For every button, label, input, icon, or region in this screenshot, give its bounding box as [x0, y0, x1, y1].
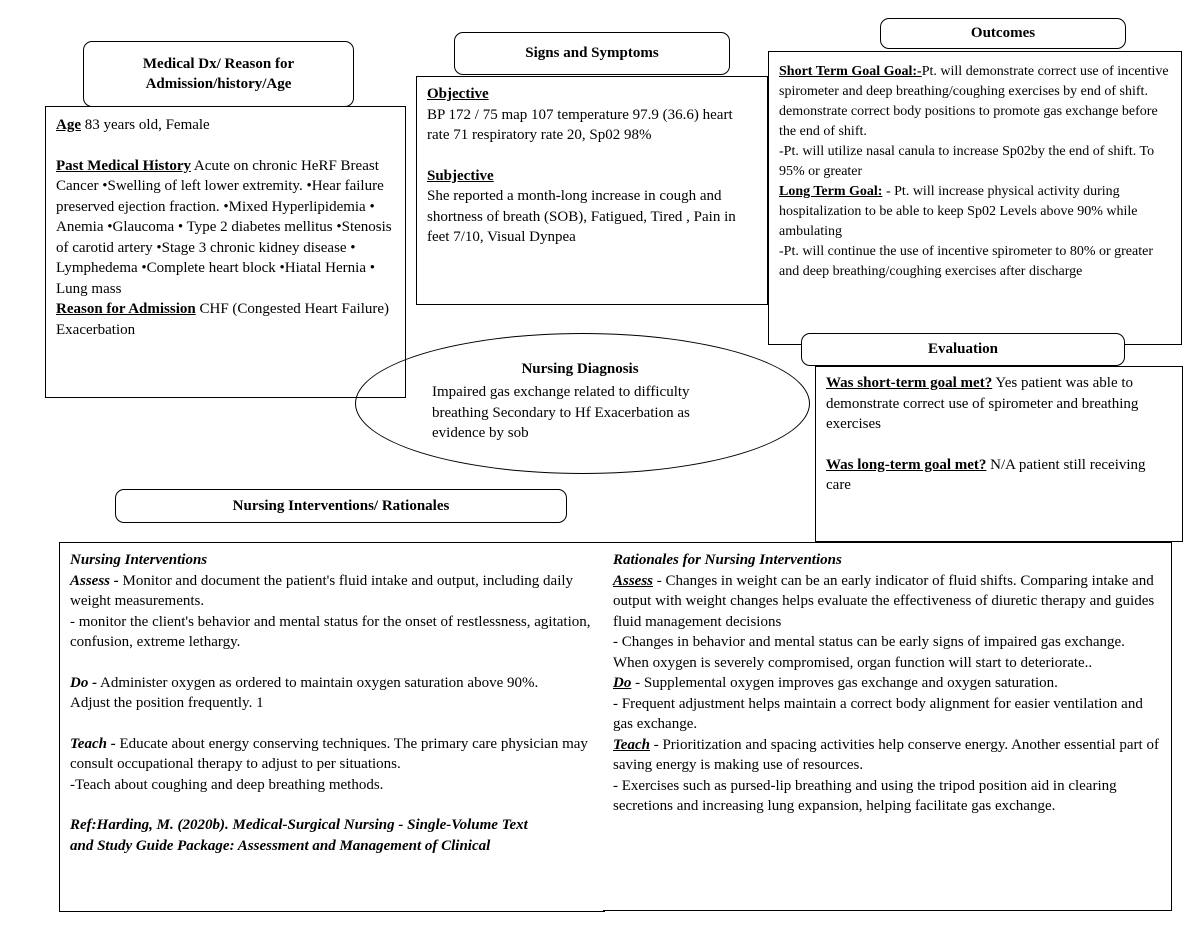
age-label: Age [56, 117, 81, 133]
pmh-line [56, 156, 395, 300]
long-eval: Was long-term goal met? N/A patient still receiving care [826, 456, 1146, 493]
signs-box [416, 76, 768, 305]
reference: Ref:Harding, M. (2020b). Medical-Surgical Nursing - Single-Volume Text and Study Guide Package: Assessment and Management of Clinical [70, 817, 528, 854]
short-eval-question: Was short-term goal met? [826, 375, 993, 391]
short-eval: Was short-term goal met? Yes patient was able to demonstrate correct use of spirometer and breathing exercises [826, 375, 1139, 432]
age-line [56, 115, 395, 136]
short-goal-label: Short Term Goal Goal:- [779, 64, 922, 79]
outcomes-box: Short Term Goal Goal:-Pt. will demonstrate correct use of incentive spirometer and deep breathing/coughing exercises by end of shift. demonstrate correct body positions to promote gas exchange before the end of shift. -Pt. will utilize nasal canula to increase Sp02by the end of shift. To 95% or greater Long Term Goal: - Pt. will increase physical activity during hospitalization to be able to keep Sp02 Levels above 90% while ambulating -Pt. will continue the use of incentive spirometer to 80% or greater and deep breathing/coughing exercises after discharge [768, 51, 1182, 345]
rationales-title: Rationales for Nursing Interventions [613, 552, 842, 568]
long-goal-label: Long Term Goal: [779, 184, 883, 199]
intervention-teach-label: Teach - [70, 735, 116, 752]
long-eval-question: Was long-term goal met? [826, 456, 987, 473]
medical-dx-header: Medical Dx/ Reason for Admission/history/Age [83, 41, 354, 107]
pmh-label: Past Medical History [56, 157, 191, 174]
rationales-box: Rationales for Nursing Interventions Assess - Changes in weight can be an early indicator of fluid shifts. Comparing intake and output with weight changes helps evaluate the effectiveness of diuretic therapy and guides fluid management decisions - Changes in behavior and mental status can be early signs of impaired gas exchange. When oxygen is severely compromised, organ function will start to deteriorate.. Do - Supplemental oxygen improves gas exchange and oxygen saturation. - Frequent adjustment helps maintain a correct body alignment for easier ventilation and gas exchange. Teach - Prioritization and spacing activities help conserve energy. Another essential part of saving energy is making use of resources. - Exercises such as pursed-lip breathing and using the tripod position aid in clearing secretions and increasing lung expansion, helping facilitate gas exchange. [603, 542, 1172, 911]
rationale-assess-label: Assess [613, 572, 654, 589]
interventions-box: Nursing Interventions Assess - Monitor and document the patient's fluid intake and output, including daily weight measurements. - monitor the client's behavior and mental status for the onset of restlessness, agitation, confusion, extreme lethargy. Do - Administer oxygen as ordered to maintain oxygen saturation above 90%. Adjust the position frequently. 1 Teach - Educate about energy conserving techniques. The primary care physician may consult occupational therapy to adjust to per situations. -Teach about coughing and deep breathing methods. Ref:Harding, M. (2020b). Medical-Surgical Nursing - Single-Volume Text and Study Guide Package: Assessment and Management of Clinical [59, 542, 605, 912]
nursing-diagnosis-text: Impaired gas exchange related to difficulty breathing Secondary to Hf Exacerbation as evidence by sob [432, 384, 690, 441]
reason-value: CHF (Congested Heart Failure) Exacerbation [56, 301, 390, 338]
rationale-do-label: Do [613, 675, 632, 691]
signs-header: Signs and Symptoms [454, 32, 730, 75]
medical-dx-box [45, 106, 406, 398]
evaluation-header: Evaluation [801, 333, 1125, 366]
outcomes-header: Outcomes [880, 18, 1126, 49]
short-goal: Short Term Goal Goal:-Pt. will demonstrate correct use of incentive spirometer and deep breathing/coughing exercises by end of shift. demonstrate correct body positions to promote gas exchange before the end of shift. [779, 64, 1169, 139]
long-goal: Long Term Goal: - Pt. will increase physical activity during hospitalization to be able to keep Sp02 Levels above 90% while ambulating [779, 184, 1138, 239]
evaluation-box [815, 366, 1183, 542]
intervention-assess-label: Assess - [70, 572, 119, 589]
interventions-title: Nursing Interventions [70, 552, 208, 568]
objective-label: Objective [427, 86, 489, 102]
interventions-header: Nursing Interventions/ Rationales [115, 489, 567, 523]
reason-label: Reason for Admission [56, 301, 196, 317]
intervention-do-label: Do - [70, 674, 98, 691]
nursing-diagnosis-title: Nursing Diagnosis [521, 361, 639, 377]
reason-line [56, 299, 395, 340]
objective-text: BP 172 / 75 map 107 temperature 97.9 (36.6) heart rate 71 respiratory rate 20, Sp02 98% [427, 106, 733, 143]
age-value: 83 years old, Female [81, 117, 210, 133]
pmh-value: Acute on chronic HeRF Breast Cancer •Swelling of left lower extremity. •Hear failure preserved ejection fraction. •Mixed Hyperlipidemia • Anemia •Glaucoma • Type 2 diabetes mellitus •Stenosis of carotid artery •Stage 3 chronic kidney disease • Lymphedema •Complete heart block •Hiatal Hernia • Lung mass [56, 157, 392, 297]
rationale-teach-label: Teach [613, 736, 650, 753]
subjective-label: Subjective [427, 167, 494, 184]
subjective-text: She reported a month-long increase in cough and shortness of breath (SOB), Fatigued, Tired , Pain in feet 7/10, Visual Dynpea [427, 188, 736, 245]
